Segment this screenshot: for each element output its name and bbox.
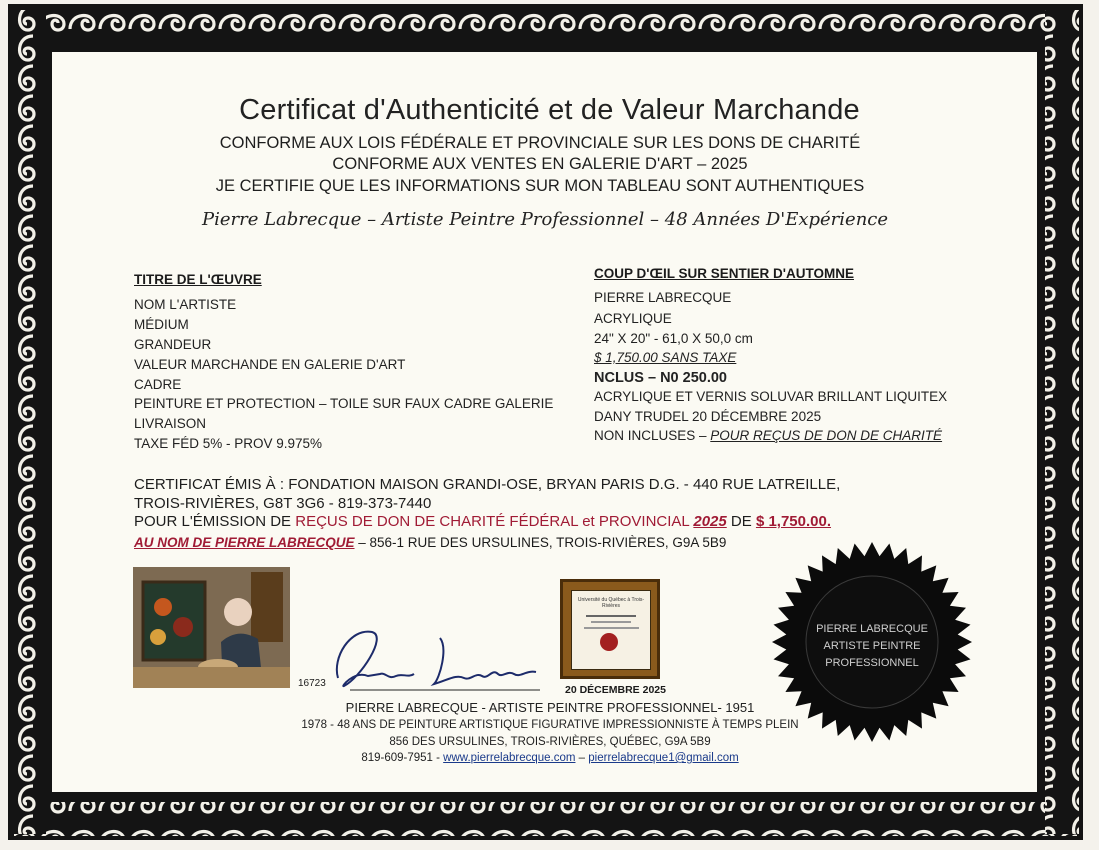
footer-phone: 819-609-7951 - [361,752,444,764]
diploma-paper [571,590,651,670]
amount-prefix: DE [726,513,756,530]
artwork-title: COUP D'ŒIL SUR SENTIER D'AUTOMNE [594,266,854,281]
right-field-tax [594,426,942,446]
right-field-size: 24" X 20" - 61,0 X 50,0 cm [594,331,753,346]
diploma-text: Université du Québec à Trois-Rivières [577,597,645,609]
issue-prefix: POUR L'ÉMISSION DE [134,513,296,530]
footer-line-3: 856 DES URSULINES, TROIS-RIVIÈRES, QUÉBEC, G9A 5B9 [389,736,711,748]
email-link[interactable]: pierrelabrecque1@gmail.com [588,752,739,764]
right-field-delivery: DANY TRUDEL 20 DÉCEMBRE 2025 [594,409,822,424]
left-field-tax: TAXE FÉD 5% - PROV 9.975% [134,436,323,451]
footer-line-1: PIERRE LABRECQUE - ARTISTE PEINTRE PROFESSIONNEL- 1951 [345,700,755,715]
footer-separator: – [575,752,589,764]
right-field-value: $ 1,750.00 SANS TAXE [594,350,737,365]
left-field-artist: NOM L'ARTISTE [134,297,237,312]
left-field-protection: PEINTURE ET PROTECTION – TOILE SUR FAUX CADRE GALERIE [134,396,554,411]
issued-to-line-1: CERTIFICAT ÉMIS À : FONDATION MAISON GRANDI-OSE, BRYAN PARIS D.G. - 440 RUE LATREILLE, [134,476,841,493]
diploma-image [560,579,660,679]
receipt-amount: $ 1,750.00. [755,513,832,530]
diploma-seal-icon [600,633,618,651]
artist-script-line: Pierre Labrecque – Artiste Peintre Professionnel – 48 Années D'Expérience [201,209,889,230]
receipt-type: REÇUS DE DON DE CHARITÉ FÉDÉRAL et PROVINCIAL [295,513,694,530]
seal-line-3: PROFESSIONNEL [825,657,919,669]
header-line-2: CONFORME AUX VENTES EN GALERIE D'ART – 2025 [332,155,748,173]
left-field-medium: MÉDIUM [134,317,189,332]
artist-painting-photo [133,567,290,688]
artist-photo [133,567,290,688]
certificate-title: Certificat d'Authenticité et de Valeur Marchande [239,94,860,126]
tax-value: NON INCLUSES – POUR REÇUS DE DON DE CHARITÉ [594,428,943,443]
left-field-delivery: LIVRAISON [134,416,207,431]
issued-to-line-3 [134,513,831,530]
handwritten-signature [330,618,550,698]
website-link[interactable]: www.pierrelabrecque.com [443,752,576,764]
seal-line-2: ARTISTE PEINTRE [823,640,921,652]
right-field-frame: NCLUS – N0 250.00 [594,370,727,386]
left-field-frame: CADRE [134,377,182,392]
signature-date: 20 DÉCEMBRE 2025 [565,684,666,696]
seal-line-1: PIERRE LABRECQUE [816,623,928,635]
certificate-number: 16723 [298,678,326,689]
artist-seal [770,540,975,745]
left-field-size: GRANDEUR [134,337,212,352]
right-field-protection: ACRYLIQUE ET VERNIS SOLUVAR BRILLANT LIQUITEX [594,389,948,404]
right-field-medium: ACRYLIQUE [594,311,672,326]
right-field-artist: PIERRE LABRECQUE [594,290,732,305]
header-line-3: JE CERTIFIE QUE LES INFORMATIONS SUR MON TABLEAU SONT AUTHENTIQUES [215,177,865,195]
left-column-header: TITRE DE L'ŒUVRE [134,272,262,287]
issued-to-line-4 [134,535,726,550]
footer-contact [230,752,870,764]
artist-address: – 856-1 RUE DES URSULINES, TROIS-RIVIÈRES, G9A 5B9 [354,535,727,550]
header-line-1: CONFORME AUX LOIS FÉDÉRALE ET PROVINCIALE SUR LES DONS DE CHARITÉ [219,134,861,152]
footer-line-2: 1978 - 48 ANS DE PEINTURE ARTISTIQUE FIGURATIVE IMPRESSIONNISTE À TEMPS PLEIN [301,719,799,731]
artist-name-ref: AU NOM DE PIERRE LABRECQUE [134,535,355,550]
left-field-value: VALEUR MARCHANDE EN GALERIE D'ART [134,357,406,372]
receipt-year: 2025 [693,513,727,530]
issued-to-line-2: TROIS-RIVIÈRES, G8T 3G6 - 819-373-7440 [134,495,432,512]
